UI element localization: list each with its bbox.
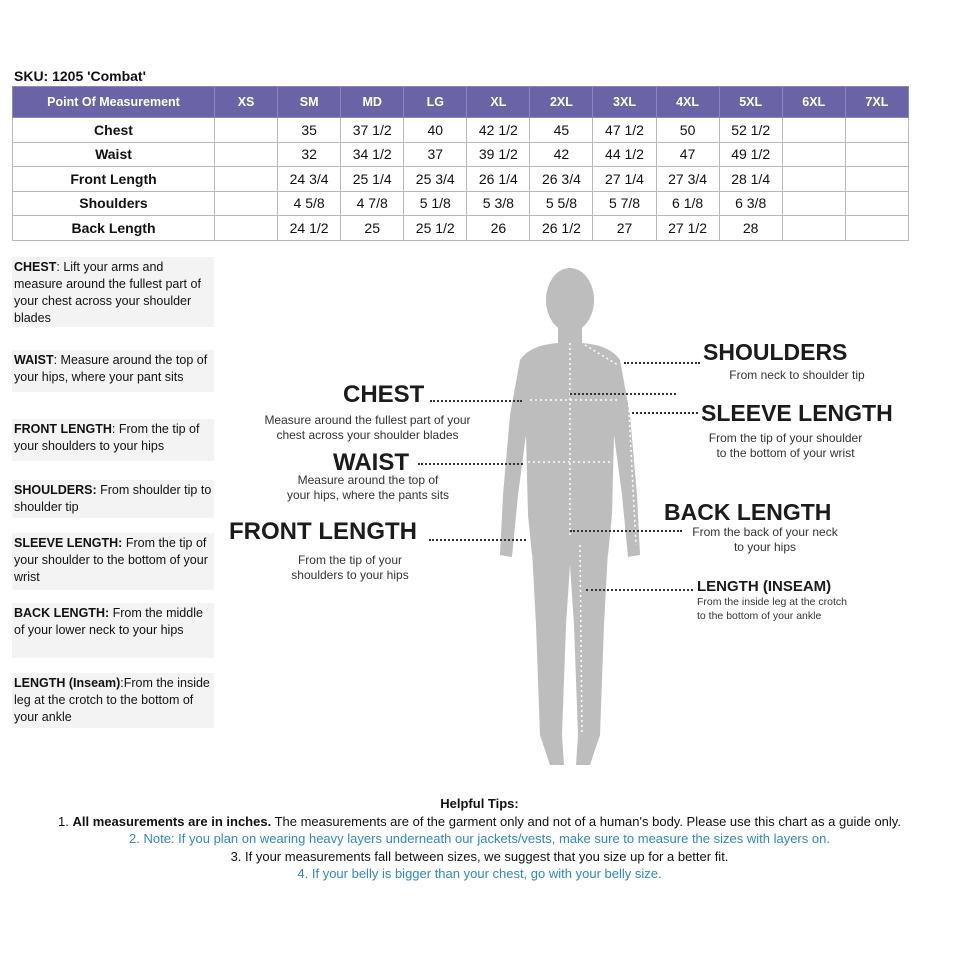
definition-back-length: BACK LENGTH: From the middle of your lower neck to your hips [12, 603, 214, 658]
size-chart-table [12, 86, 909, 241]
inseam-callout-desc: From the inside leg at the crotch to the bottom of your ankle [697, 596, 847, 622]
header-size-6xl: 6XL [782, 87, 845, 118]
table-cell [215, 216, 278, 241]
table-cell: 50 [656, 118, 719, 143]
definition-front-length: FRONT LENGTH: From the tip of your shoulders to your hips [12, 419, 214, 461]
header-size-2xl: 2XL [530, 87, 593, 118]
definition-waist: WAIST: Measure around the top of your hips, where your pant sits [12, 350, 214, 392]
table-cell [782, 118, 845, 143]
header-size-4xl: 4XL [656, 87, 719, 118]
sku-label: SKU: 1205 'Combat' [14, 68, 146, 84]
header-size-lg: LG [404, 87, 467, 118]
table-cell [845, 142, 908, 167]
inseam-leader-line [586, 589, 693, 591]
tips-heading: Helpful Tips: [440, 796, 519, 811]
definition-shoulders: SHOULDERS: From shoulder tip to shoulder tip [12, 480, 214, 518]
table-cell: 39 1/2 [467, 142, 530, 167]
table-cell: 42 [530, 142, 593, 167]
table-cell: 37 [404, 142, 467, 167]
table-cell: 47 [656, 142, 719, 167]
table-row [13, 216, 909, 241]
table-cell: 26 [467, 216, 530, 241]
table-row [13, 191, 909, 216]
table-cell: 44 1/2 [593, 142, 656, 167]
tip-4: 4. If your belly is bigger than your chest, go with your belly size. [297, 866, 662, 881]
table-body [13, 118, 909, 241]
table-cell: 45 [530, 118, 593, 143]
table-cell: 47 1/2 [593, 118, 656, 143]
header-point-of-measurement: Point Of Measurement [13, 87, 215, 118]
waist-callout-title: WAIST [333, 449, 409, 476]
table-cell: 27 1/4 [593, 167, 656, 192]
table-row [13, 142, 909, 167]
tip-2: 2. Note: If you plan on wearing heavy layers underneath our jackets/vests, make sure to measure the sizes with layers on. [129, 831, 830, 846]
front-length-callout-desc: From the tip of your shoulders to your hips [291, 553, 409, 582]
table-cell [845, 167, 908, 192]
sleeve-length-callout-desc: From the tip of your shoulder to the bottom of your wrist [708, 431, 863, 460]
table-cell: 25 [341, 216, 404, 241]
table-cell: 5 3/8 [467, 191, 530, 216]
chest-right-leader-line [570, 393, 676, 395]
table-cell: 32 [278, 142, 341, 167]
table-cell: 28 1/4 [719, 167, 782, 192]
table-cell: 27 3/4 [656, 167, 719, 192]
table-cell: 25 3/4 [404, 167, 467, 192]
table-cell [845, 191, 908, 216]
table-cell: 26 3/4 [530, 167, 593, 192]
row-label: Front Length [13, 167, 215, 192]
table-cell: 6 3/8 [719, 191, 782, 216]
row-label: Chest [13, 118, 215, 143]
header-size-md: MD [341, 87, 404, 118]
back-length-leader-line [570, 530, 682, 532]
table-cell: 5 5/8 [530, 191, 593, 216]
table-cell: 28 [719, 216, 782, 241]
table-cell: 25 1/4 [341, 167, 404, 192]
table-cell: 26 1/2 [530, 216, 593, 241]
table-cell: 24 3/4 [278, 167, 341, 192]
table-cell: 37 1/2 [341, 118, 404, 143]
header-size-5xl: 5XL [719, 87, 782, 118]
table-cell: 24 1/2 [278, 216, 341, 241]
table-cell [845, 216, 908, 241]
header-size-xs: XS [215, 87, 278, 118]
row-label: Shoulders [13, 191, 215, 216]
shoulders-leader-line [624, 362, 700, 364]
definition-chest: CHEST: Lift your arms and measure around the fullest part of your chest across your shoulder blades [12, 257, 214, 327]
table-cell: 42 1/2 [467, 118, 530, 143]
front-length-callout-title: FRONT LENGTH [229, 518, 417, 545]
table-cell: 49 1/2 [719, 142, 782, 167]
back-length-callout-desc: From the back of your neck to your hips [692, 525, 838, 554]
waist-callout-desc: Measure around the top of your hips, where the pants sits [286, 473, 450, 502]
sleeve-length-leader-line [632, 412, 698, 414]
tip-3: 3. If your measurements fall between sizes, we suggest that you size up for a better fit. [230, 848, 729, 864]
table-cell: 5 7/8 [593, 191, 656, 216]
table-cell: 4 7/8 [341, 191, 404, 216]
table-cell [215, 167, 278, 192]
table-cell: 27 1/2 [656, 216, 719, 241]
table-cell: 5 1/8 [404, 191, 467, 216]
table-header-row [13, 87, 909, 118]
sleeve-length-callout-title: SLEEVE LENGTH [701, 400, 893, 426]
inseam-callout-title: LENGTH (INSEAM) [697, 578, 832, 595]
table-cell: 25 1/2 [404, 216, 467, 241]
row-label: Back Length [13, 216, 215, 241]
chest-callout-title: CHEST [343, 381, 425, 408]
table-cell: 40 [404, 118, 467, 143]
table-cell [782, 167, 845, 192]
shoulders-callout-title: SHOULDERS [703, 339, 848, 365]
waist-leader-line [418, 463, 523, 465]
back-length-callout-title: BACK LENGTH [664, 499, 832, 525]
body-silhouette-figure [490, 265, 650, 775]
table-cell: 35 [278, 118, 341, 143]
table-row [13, 118, 909, 143]
table-cell [782, 142, 845, 167]
table-cell [782, 216, 845, 241]
header-size-7xl: 7XL [845, 87, 908, 118]
table-cell: 34 1/2 [341, 142, 404, 167]
helpful-tips [0, 795, 959, 883]
table-cell: 4 5/8 [278, 191, 341, 216]
table-cell: 6 1/8 [656, 191, 719, 216]
table-cell: 52 1/2 [719, 118, 782, 143]
definition-sleeve-length: SLEEVE LENGTH: From the tip of your shoulder to the bottom of your wrist [12, 533, 214, 590]
front-length-leader-line [429, 539, 526, 541]
table-cell: 26 1/4 [467, 167, 530, 192]
header-size-3xl: 3XL [593, 87, 656, 118]
table-cell: 27 [593, 216, 656, 241]
shoulders-callout-desc: From neck to shoulder tip [729, 368, 865, 382]
tip-1: 1. All measurements are in inches. The measurements are of the garment only and not of a human's body. Please use this chart as a guide only. [58, 813, 901, 829]
table-row [13, 167, 909, 192]
table-cell [215, 191, 278, 216]
table-cell [215, 142, 278, 167]
chest-callout-desc: Measure around the fullest part of your chest across your shoulder blades [264, 413, 471, 442]
header-size-xl: XL [467, 87, 530, 118]
table-cell [782, 191, 845, 216]
table-cell [845, 118, 908, 143]
header-size-sm: SM [278, 87, 341, 118]
definition-inseam: LENGTH (Inseam):From the inside leg at the crotch to the bottom of your ankle [12, 673, 214, 728]
chest-leader-line [430, 400, 522, 402]
table-cell [215, 118, 278, 143]
row-label: Waist [13, 142, 215, 167]
